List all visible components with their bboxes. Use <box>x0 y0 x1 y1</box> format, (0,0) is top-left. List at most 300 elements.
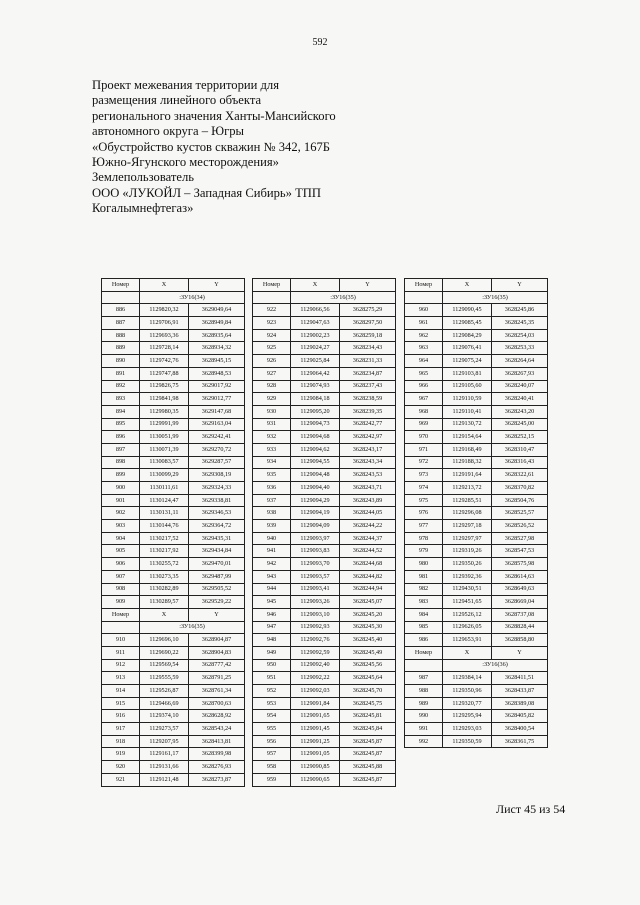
coord-x: 1129092,76 <box>291 634 340 647</box>
point-number: 931 <box>253 418 291 431</box>
coord-x: 1129090,45 <box>443 304 492 317</box>
section-row <box>253 291 396 304</box>
point-number: 935 <box>253 469 291 482</box>
point-number: 888 <box>102 329 140 342</box>
coord-x: 1129084,29 <box>443 329 492 342</box>
coord-x: 1129025,84 <box>291 355 340 368</box>
coord-x: 1129093,83 <box>291 545 340 558</box>
coord-y: 3628238,59 <box>340 393 396 406</box>
coord-x: 1129690,22 <box>140 646 189 659</box>
coord-x: 1129451,65 <box>443 596 492 609</box>
coord-x: 1129841,98 <box>140 393 189 406</box>
coordinates-table-3 <box>404 278 548 748</box>
table-row <box>253 608 396 621</box>
table-row <box>102 380 245 393</box>
coord-x: 1130083,57 <box>140 456 189 469</box>
coord-x: 1129094,09 <box>291 520 340 533</box>
table-row <box>102 672 245 685</box>
coord-y: 3629287,57 <box>189 456 245 469</box>
coord-x: 1129826,75 <box>140 380 189 393</box>
coord-y: 3628252,15 <box>492 431 548 444</box>
column-header-number: Номер <box>405 646 443 659</box>
point-number: 890 <box>102 355 140 368</box>
table-row <box>405 431 548 444</box>
coord-y: 3628234,87 <box>340 367 396 380</box>
coord-x: 1130131,11 <box>140 507 189 520</box>
point-number: 989 <box>405 697 443 710</box>
coord-x: 1129706,91 <box>140 317 189 330</box>
column-header-number: Номер <box>102 608 140 621</box>
coord-x: 1129094,62 <box>291 443 340 456</box>
title-line: Когалымнефтегаз» <box>92 201 194 216</box>
point-number: 947 <box>253 621 291 634</box>
table-row <box>405 608 548 621</box>
coord-y: 3628244,05 <box>340 507 396 520</box>
column-header-y: Y <box>492 279 548 292</box>
point-number: 972 <box>405 456 443 469</box>
point-number: 920 <box>102 761 140 774</box>
point-number: 918 <box>102 735 140 748</box>
table-row <box>102 317 245 330</box>
table-row <box>253 583 396 596</box>
table-row <box>102 735 245 748</box>
point-number: 940 <box>253 532 291 545</box>
point-number: 981 <box>405 570 443 583</box>
table-row <box>253 456 396 469</box>
document-title <box>92 78 336 217</box>
coord-y: 3628259,18 <box>340 329 396 342</box>
point-number: 969 <box>405 418 443 431</box>
table-row <box>102 469 245 482</box>
coord-y: 3628245,56 <box>340 659 396 672</box>
table-row <box>102 456 245 469</box>
coord-x: 1129820,32 <box>140 304 189 317</box>
table-row <box>405 570 548 583</box>
point-number: 919 <box>102 748 140 761</box>
table-row <box>102 570 245 583</box>
section-spacer <box>102 291 140 304</box>
coord-y: 3629012,77 <box>189 393 245 406</box>
table-row <box>405 685 548 698</box>
point-number: 949 <box>253 646 291 659</box>
coord-y: 3628628,92 <box>189 710 245 723</box>
coord-y: 3628669,04 <box>492 596 548 609</box>
coord-y: 3628547,53 <box>492 545 548 558</box>
point-number: 967 <box>405 393 443 406</box>
table-row <box>102 723 245 736</box>
coord-x: 1129092,93 <box>291 621 340 634</box>
point-number: 892 <box>102 380 140 393</box>
coord-y: 3628239,35 <box>340 405 396 418</box>
coord-x: 1129392,36 <box>443 570 492 583</box>
coord-x: 1129094,55 <box>291 456 340 469</box>
table-row <box>405 596 548 609</box>
column-header-x: X <box>140 608 189 621</box>
point-number: 893 <box>102 393 140 406</box>
coord-y: 3629364,72 <box>189 520 245 533</box>
section-spacer <box>405 291 443 304</box>
point-number: 925 <box>253 342 291 355</box>
point-number: 946 <box>253 608 291 621</box>
coord-y: 3629242,41 <box>189 431 245 444</box>
coord-y: 3628413,81 <box>189 735 245 748</box>
point-number: 914 <box>102 685 140 698</box>
coord-y: 3628934,32 <box>189 342 245 355</box>
coord-x: 1129093,10 <box>291 608 340 621</box>
coord-x: 1129091,84 <box>291 697 340 710</box>
title-line: размещения линейного объекта <box>92 93 262 108</box>
column-header-y: Y <box>189 279 245 292</box>
point-number: 943 <box>253 570 291 583</box>
table-row <box>405 456 548 469</box>
table-row <box>102 393 245 406</box>
table-row <box>253 685 396 698</box>
column-header-number: Номер <box>102 279 140 292</box>
coord-y: 3629505,52 <box>189 583 245 596</box>
coord-x: 1130255,72 <box>140 558 189 571</box>
point-number: 962 <box>405 329 443 342</box>
coord-y: 3628761,34 <box>189 685 245 698</box>
table-row <box>405 355 548 368</box>
coord-x: 1129090,65 <box>291 773 340 786</box>
coord-y: 3628245,40 <box>340 634 396 647</box>
table-row <box>253 545 396 558</box>
coord-x: 1129130,72 <box>443 418 492 431</box>
coord-y: 3628237,43 <box>340 380 396 393</box>
table-row <box>253 723 396 736</box>
coord-x: 1129161,17 <box>140 748 189 761</box>
point-number: 927 <box>253 367 291 380</box>
coord-y: 3628276,93 <box>189 761 245 774</box>
point-number: 930 <box>253 405 291 418</box>
coord-y: 3628244,52 <box>340 545 396 558</box>
coord-x: 1129319,26 <box>443 545 492 558</box>
table-header-row <box>253 279 396 292</box>
table-row <box>405 443 548 456</box>
table-row <box>253 735 396 748</box>
point-number: 975 <box>405 494 443 507</box>
coord-x: 1129094,68 <box>291 431 340 444</box>
section-row <box>405 659 548 672</box>
coord-x: 1130099,29 <box>140 469 189 482</box>
coord-x: 1129074,93 <box>291 380 340 393</box>
table-row <box>253 329 396 342</box>
coord-x: 1130111,61 <box>140 482 189 495</box>
coord-y: 3628244,22 <box>340 520 396 533</box>
coord-x: 1130289,57 <box>140 596 189 609</box>
coord-y: 3629338,81 <box>189 494 245 507</box>
point-number: 986 <box>405 634 443 647</box>
coord-x: 1129653,91 <box>443 634 492 647</box>
table-header-row <box>102 608 245 621</box>
table-row <box>405 405 548 418</box>
coord-y: 3629346,53 <box>189 507 245 520</box>
table-row <box>102 596 245 609</box>
coord-y: 3628242,77 <box>340 418 396 431</box>
coord-x: 1129350,96 <box>443 685 492 698</box>
point-number: 953 <box>253 697 291 710</box>
table-row <box>405 697 548 710</box>
point-number: 937 <box>253 494 291 507</box>
coord-x: 1129297,97 <box>443 532 492 545</box>
table-header-row <box>102 279 245 292</box>
coord-y: 3628264,64 <box>492 355 548 368</box>
point-number: 896 <box>102 431 140 444</box>
coord-y: 3628242,97 <box>340 431 396 444</box>
coord-x: 1129626,05 <box>443 621 492 634</box>
table-row <box>102 342 245 355</box>
point-number: 964 <box>405 355 443 368</box>
table-row <box>253 621 396 634</box>
section-spacer <box>102 621 140 634</box>
title-line: Проект межевания территории для <box>92 78 279 92</box>
point-number: 954 <box>253 710 291 723</box>
table-row <box>253 507 396 520</box>
coord-x: 1129747,88 <box>140 367 189 380</box>
point-number: 987 <box>405 672 443 685</box>
coord-y: 3628949,84 <box>189 317 245 330</box>
point-number: 942 <box>253 558 291 571</box>
coord-x: 1129285,51 <box>443 494 492 507</box>
table-row <box>405 507 548 520</box>
coord-x: 1130144,76 <box>140 520 189 533</box>
point-number: 936 <box>253 482 291 495</box>
coord-y: 3628858,80 <box>492 634 548 647</box>
table-row <box>253 380 396 393</box>
point-number: 988 <box>405 685 443 698</box>
coord-x: 1129742,76 <box>140 355 189 368</box>
coord-x: 1129350,26 <box>443 558 492 571</box>
table-row <box>102 761 245 774</box>
table-row <box>405 621 548 634</box>
point-number: 901 <box>102 494 140 507</box>
coord-x: 1129293,03 <box>443 723 492 736</box>
coord-x: 1129093,97 <box>291 532 340 545</box>
coord-x: 1129091,05 <box>291 748 340 761</box>
coord-x: 1129131,66 <box>140 761 189 774</box>
point-number: 889 <box>102 342 140 355</box>
coord-y: 3628245,70 <box>340 685 396 698</box>
point-number: 973 <box>405 469 443 482</box>
table-row <box>253 710 396 723</box>
table-row <box>253 558 396 571</box>
point-number: 948 <box>253 634 291 647</box>
coord-y: 3628575,98 <box>492 558 548 571</box>
column-header-x: X <box>291 279 340 292</box>
coord-x: 1129191,64 <box>443 469 492 482</box>
point-number: 991 <box>405 723 443 736</box>
coord-x: 1129091,45 <box>291 723 340 736</box>
coord-x: 1129092,59 <box>291 646 340 659</box>
point-number: 926 <box>253 355 291 368</box>
coord-y: 3628737,08 <box>492 608 548 621</box>
coord-x: 1129297,18 <box>443 520 492 533</box>
table-row <box>253 672 396 685</box>
point-number: 921 <box>102 773 140 786</box>
table-row <box>405 317 548 330</box>
column-header-y: Y <box>492 646 548 659</box>
coord-x: 1129076,41 <box>443 342 492 355</box>
point-number: 976 <box>405 507 443 520</box>
table-row <box>253 570 396 583</box>
coord-y: 3628245,84 <box>340 723 396 736</box>
point-number: 897 <box>102 443 140 456</box>
coord-y: 3628322,61 <box>492 469 548 482</box>
point-number: 904 <box>102 532 140 545</box>
coord-x: 1129105,60 <box>443 380 492 393</box>
table-row <box>102 710 245 723</box>
coord-y: 3628245,35 <box>492 317 548 330</box>
coord-x: 1129526,87 <box>140 685 189 698</box>
table-row <box>102 685 245 698</box>
title-line: ООО «ЛУКОЙЛ – Западная Сибирь» ТПП <box>92 185 321 200</box>
table-row <box>102 418 245 431</box>
coord-x: 1129094,40 <box>291 482 340 495</box>
point-number: 944 <box>253 583 291 596</box>
table-row <box>253 748 396 761</box>
title-line: «Обустройство кустов скважин № 342, 167Б <box>92 139 331 154</box>
coord-x: 1129091,25 <box>291 735 340 748</box>
table-row <box>405 583 548 596</box>
coord-x: 1129103,81 <box>443 367 492 380</box>
section-spacer <box>405 659 443 672</box>
coord-x: 1129093,26 <box>291 596 340 609</box>
coord-x: 1130051,99 <box>140 431 189 444</box>
coord-y: 3628700,63 <box>189 697 245 710</box>
section-spacer <box>253 291 291 304</box>
coord-y: 3628245,81 <box>340 710 396 723</box>
table-row <box>405 634 548 647</box>
point-number: 891 <box>102 367 140 380</box>
point-number: 968 <box>405 405 443 418</box>
coord-x: 1129121,48 <box>140 773 189 786</box>
table-row <box>102 697 245 710</box>
coord-y: 3628389,08 <box>492 697 548 710</box>
point-number: 971 <box>405 443 443 456</box>
coord-y: 3628245,49 <box>340 646 396 659</box>
point-number: 992 <box>405 735 443 748</box>
coord-y: 3628245,87 <box>340 773 396 786</box>
coord-x: 1129092,22 <box>291 672 340 685</box>
point-number: 965 <box>405 367 443 380</box>
coord-y: 3628243,20 <box>492 405 548 418</box>
point-number: 932 <box>253 431 291 444</box>
coord-y: 3628935,64 <box>189 329 245 342</box>
coord-y: 3629470,01 <box>189 558 245 571</box>
table-row <box>102 431 245 444</box>
table-row <box>405 380 548 393</box>
table-row <box>102 367 245 380</box>
coord-y: 3628275,29 <box>340 304 396 317</box>
table-row <box>102 583 245 596</box>
coord-x: 1129090,85 <box>291 761 340 774</box>
coord-x: 1129092,03 <box>291 685 340 698</box>
coord-y: 3628399,98 <box>189 748 245 761</box>
section-label: :ЗУ16(35) <box>140 621 245 634</box>
table-row <box>102 507 245 520</box>
page-number: 592 <box>312 37 328 48</box>
table-row <box>102 304 245 317</box>
coord-y: 3628400,54 <box>492 723 548 736</box>
point-number: 955 <box>253 723 291 736</box>
section-row <box>405 291 548 304</box>
coord-y: 3628234,43 <box>340 342 396 355</box>
coordinates-table-1 <box>101 278 245 787</box>
point-number: 906 <box>102 558 140 571</box>
point-number: 956 <box>253 735 291 748</box>
coord-y: 3628244,37 <box>340 532 396 545</box>
coord-x: 1129091,65 <box>291 710 340 723</box>
coord-y: 3628904,87 <box>189 634 245 647</box>
coord-y: 3628245,88 <box>340 761 396 774</box>
coord-x: 1129066,56 <box>291 304 340 317</box>
coord-y: 3628525,57 <box>492 507 548 520</box>
coord-x: 1129295,94 <box>443 710 492 723</box>
point-number: 959 <box>253 773 291 786</box>
table-row <box>253 697 396 710</box>
coord-x: 1129085,45 <box>443 317 492 330</box>
coord-y: 3628297,50 <box>340 317 396 330</box>
table-row <box>102 545 245 558</box>
coordinates-table-2 <box>252 278 396 787</box>
table-row <box>405 710 548 723</box>
coord-x: 1129728,14 <box>140 342 189 355</box>
table-row <box>102 443 245 456</box>
table-row <box>253 367 396 380</box>
coord-y: 3628614,63 <box>492 570 548 583</box>
point-number: 922 <box>253 304 291 317</box>
table-row <box>253 520 396 533</box>
point-number: 961 <box>405 317 443 330</box>
section-label: :ЗУ16(35) <box>291 291 396 304</box>
coord-x: 1129110,59 <box>443 393 492 406</box>
coord-y: 3628245,20 <box>340 608 396 621</box>
table-row <box>253 532 396 545</box>
coord-y: 3628245,64 <box>340 672 396 685</box>
coord-y: 3628526,52 <box>492 520 548 533</box>
point-number: 977 <box>405 520 443 533</box>
table-row <box>253 634 396 647</box>
coord-x: 1129094,73 <box>291 418 340 431</box>
coord-x: 1130282,89 <box>140 583 189 596</box>
point-number: 898 <box>102 456 140 469</box>
coord-y: 3628504,76 <box>492 494 548 507</box>
sheet-footer: Лист 45 из 54 <box>496 802 566 816</box>
coord-x: 1129555,59 <box>140 672 189 685</box>
coord-x: 1129064,42 <box>291 367 340 380</box>
point-number: 905 <box>102 545 140 558</box>
coord-x: 1129093,41 <box>291 583 340 596</box>
table-header-row <box>405 646 548 659</box>
point-number: 966 <box>405 380 443 393</box>
coord-y: 3628245,00 <box>492 418 548 431</box>
point-number: 928 <box>253 380 291 393</box>
coord-y: 3628245,30 <box>340 621 396 634</box>
coord-y: 3629529,22 <box>189 596 245 609</box>
table-row <box>102 482 245 495</box>
coord-x: 1129430,51 <box>443 583 492 596</box>
coord-x: 1130217,52 <box>140 532 189 545</box>
coord-x: 1129374,10 <box>140 710 189 723</box>
table-row <box>253 646 396 659</box>
coord-y: 3628370,82 <box>492 482 548 495</box>
coord-x: 1129693,36 <box>140 329 189 342</box>
coord-y: 3628240,41 <box>492 393 548 406</box>
table-row <box>405 304 548 317</box>
table-row <box>102 558 245 571</box>
table-row <box>405 393 548 406</box>
point-number: 939 <box>253 520 291 533</box>
